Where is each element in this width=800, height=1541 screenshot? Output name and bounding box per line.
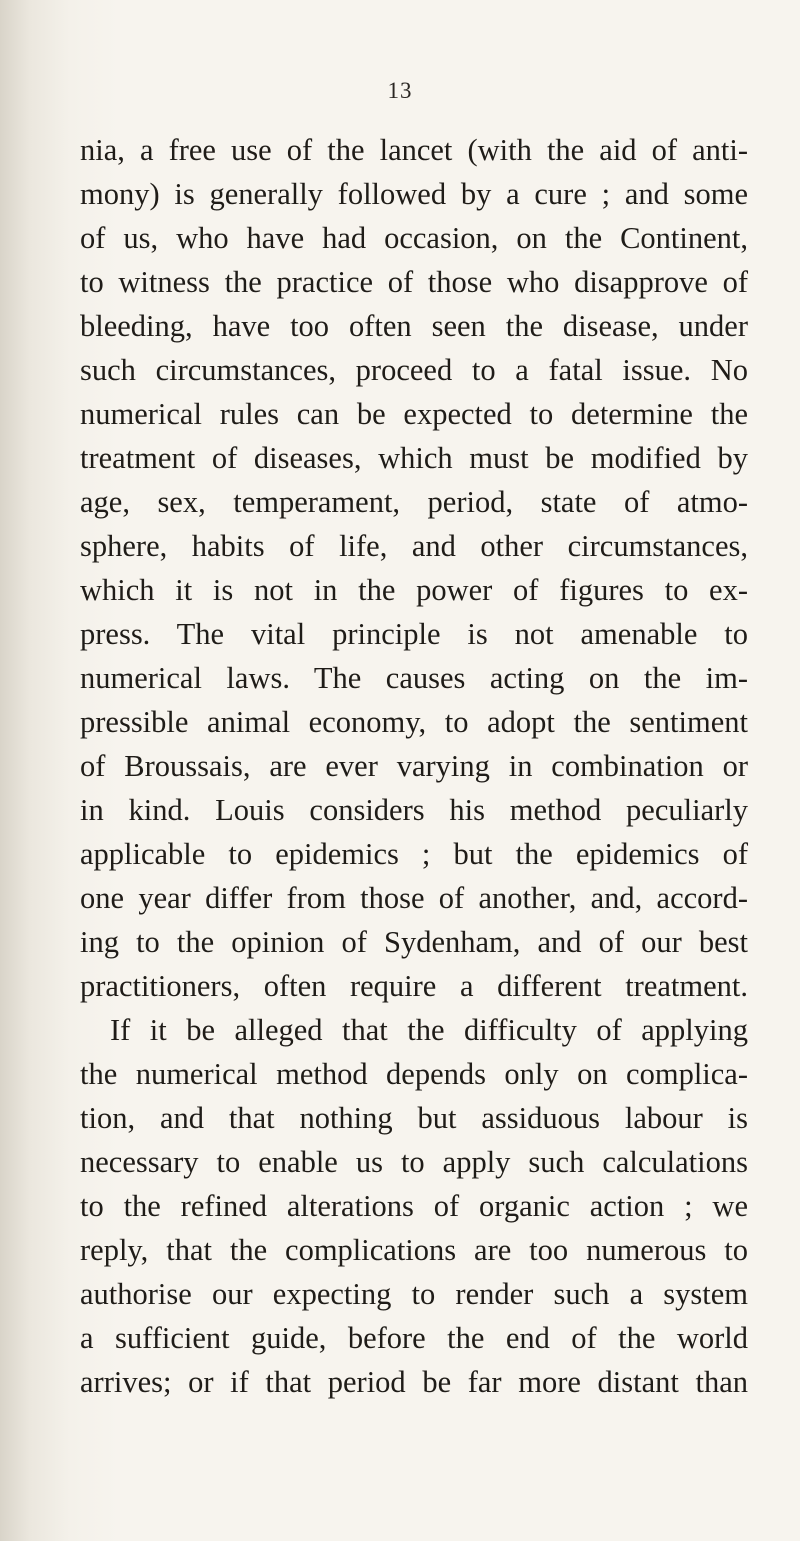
text-line-15: of Broussais, are ever varying in combination or (80, 749, 748, 783)
text-line-21: If it be alleged that the difficulty of applying (110, 1013, 748, 1047)
text-line-17: applicable to epidemics ; but the epidemics of (80, 837, 748, 871)
text-line-13: numerical laws. The causes acting on the im- (80, 661, 748, 695)
text-line-28: a sufficient guide, before the end of the world (80, 1321, 748, 1355)
text-line-4: to witness the practice of those who disapprove of (80, 265, 748, 299)
text-line-29: arrives; or if that period be far more distant than (80, 1365, 748, 1399)
text-line-5: bleeding, have too often seen the disease, under (80, 309, 748, 343)
text-line-14: pressible animal economy, to adopt the sentiment (80, 705, 748, 739)
text-line-19: ing to the opinion of Sydenham, and of our best (80, 925, 748, 959)
text-line-7: numerical rules can be expected to determine the (80, 397, 748, 431)
text-line-11: which it is not in the power of figures to ex- (80, 573, 748, 607)
text-line-12: press. The vital principle is not amenable to (80, 617, 748, 651)
text-line-16: in kind. Louis considers his method peculiarly (80, 793, 748, 827)
text-line-26: reply, that the complications are too numerous to (80, 1233, 748, 1267)
text-line-20: practitioners, often require a different treatment. (80, 969, 748, 1003)
body-text (80, 128, 748, 1404)
page-number: 13 (387, 78, 413, 103)
text-line-24: necessary to enable us to apply such calculations (80, 1145, 748, 1179)
text-line-23: tion, and that nothing but assiduous labour is (80, 1101, 748, 1135)
text-line-27: authorise our expecting to render such a system (80, 1277, 748, 1311)
text-line-8: treatment of diseases, which must be modified by (80, 441, 748, 475)
text-line-6: such circumstances, proceed to a fatal issue. No (80, 353, 748, 387)
text-line-2: mony) is generally followed by a cure ; and some (80, 177, 748, 211)
text-line-18: one year differ from those of another, and, accord- (80, 881, 748, 915)
text-line-3: of us, who have had occasion, on the Continent, (80, 221, 748, 255)
text-line-1: nia, a free use of the lancet (with the aid of anti- (80, 133, 748, 167)
text-line-25: to the refined alterations of organic action ; we (80, 1189, 748, 1223)
text-line-22: the numerical method depends only on complica- (80, 1057, 748, 1091)
text-line-10: sphere, habits of life, and other circumstances, (80, 529, 748, 563)
text-line-9: age, sex, temperament, period, state of atmo- (80, 485, 748, 519)
